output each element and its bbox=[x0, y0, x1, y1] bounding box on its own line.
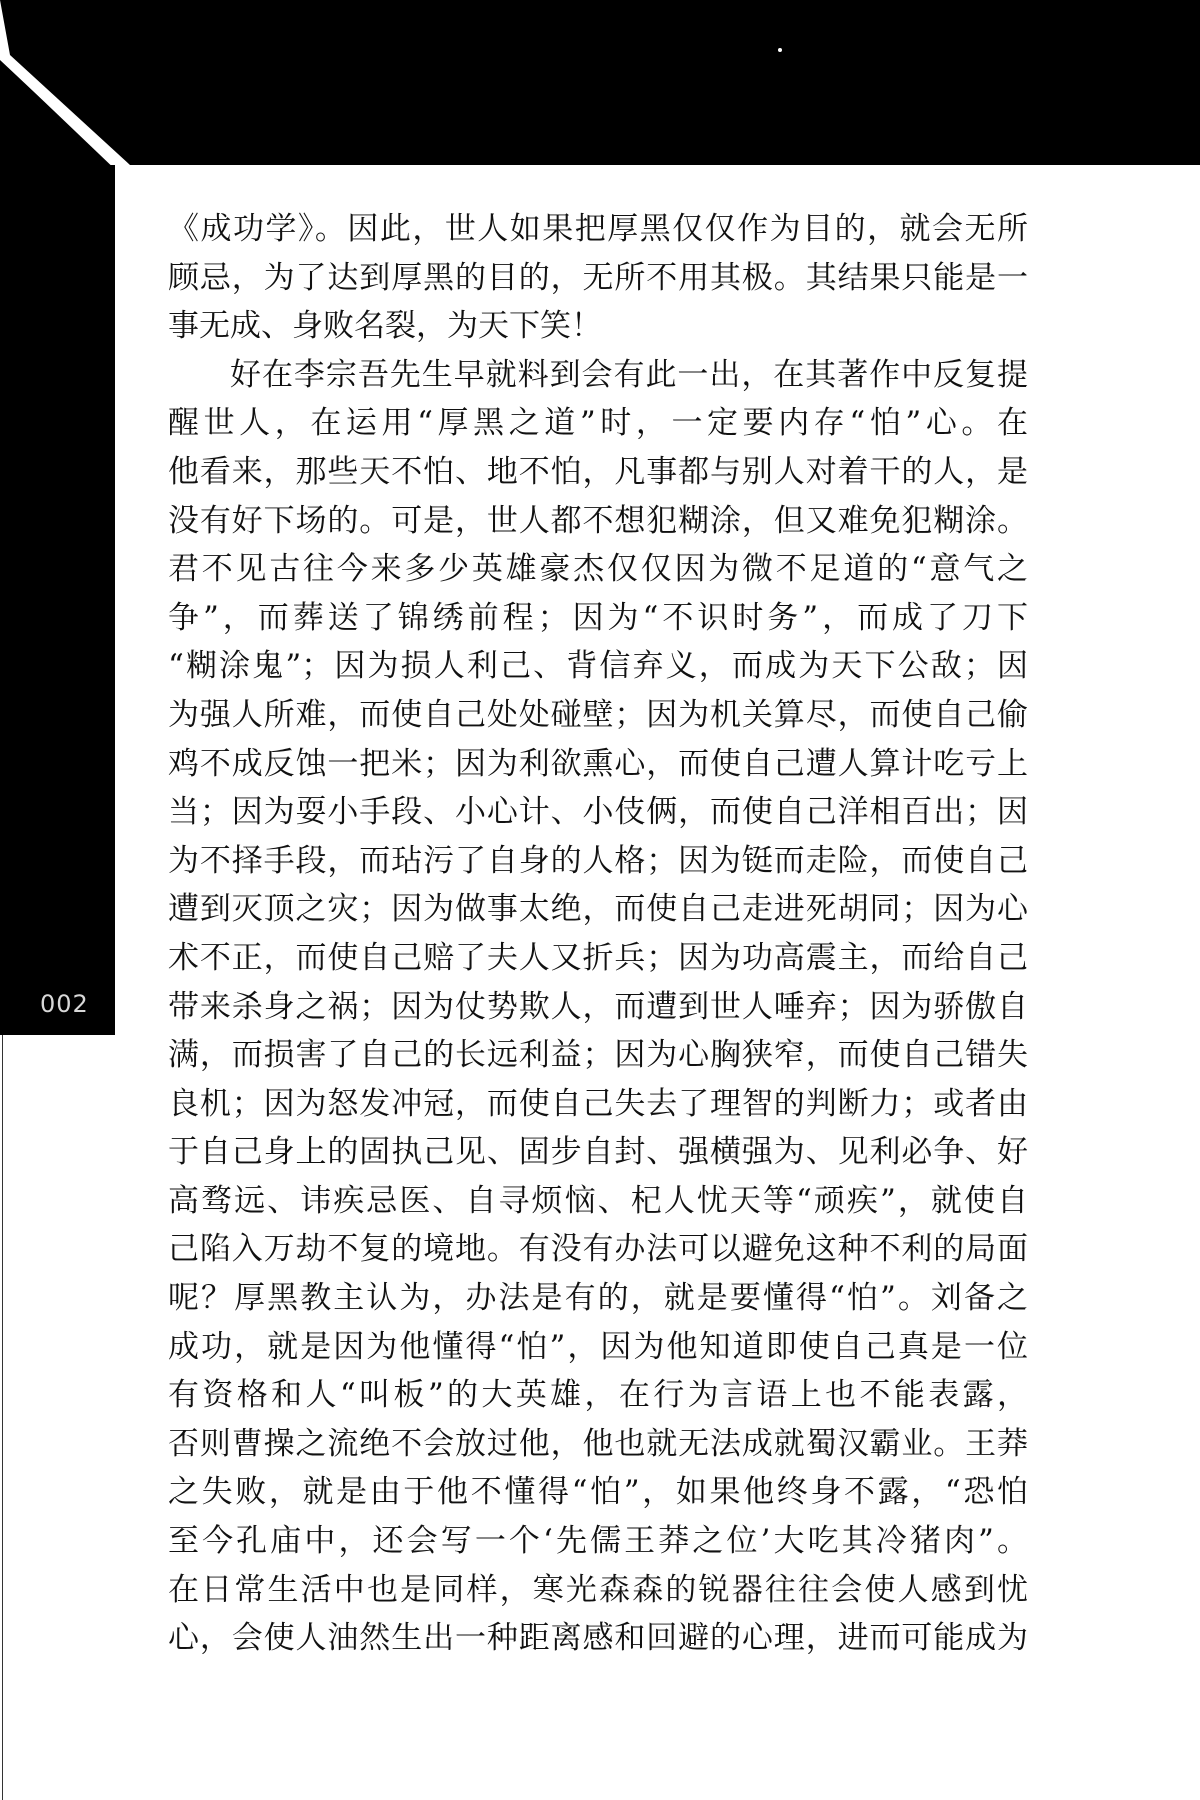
text-line: 于自己身上的固执己见、固步自封、强横强为、见利必争、好 bbox=[168, 1134, 1028, 1171]
page-number: 002 bbox=[40, 990, 89, 1018]
text-line: 术不正，而使自己赔了夫人又折兵；因为功高震主，而给自己 bbox=[168, 939, 1028, 976]
text-line: 至今孔庙中，还会写一个‘先儒王莽之位’大吃其冷猪肉”。 bbox=[168, 1523, 1028, 1560]
text-line: 有资格和人“叫板”的大英雄，在行为言语上也不能表露， bbox=[168, 1377, 1028, 1414]
text-line: 顾忌，为了达到厚黑的目的，无所不用其极。其结果只能是一 bbox=[168, 259, 1028, 296]
text-line: 他看来，那些天不怕、地不怕，凡事都与别人对着干的人，是 bbox=[168, 453, 1028, 490]
text-line: 醒世人，在运用“厚黑之道”时，一定要内存“怕”心。在 bbox=[168, 405, 1028, 442]
text-line: 否则曹操之流绝不会放过他，他也就无法成就蜀汉霸业。王莽 bbox=[168, 1425, 1028, 1462]
text-line: 带来杀身之祸；因为仗势欺人，而遭到世人唾弃；因为骄傲自 bbox=[168, 988, 1028, 1025]
text-line: “糊涂鬼”；因为损人利己、背信弃义，而成为天下公敌；因 bbox=[168, 648, 1028, 685]
text-line: 在日常生活中也是同样，寒光森森的锐器往往会使人感到忧 bbox=[168, 1571, 1028, 1608]
left-margin-black-band bbox=[0, 165, 115, 1035]
text-line: 良机；因为怒发冲冠，而使自己失去了理智的判断力；或者由 bbox=[168, 1085, 1028, 1122]
text-line: 君不见古往今来多少英雄豪杰仅仅因为微不足道的“意气之 bbox=[168, 551, 1028, 588]
text-line: 为不择手段，而玷污了自身的人格；因为铤而走险，而使自己 bbox=[168, 842, 1028, 879]
header-diagonal-decoration bbox=[0, 0, 1200, 165]
text-line: 成功，就是因为他懂得“怕”，因为他知道即使自己真是一位 bbox=[168, 1328, 1028, 1365]
text-line: 争”，而葬送了锦绣前程；因为“不识时务”，而成了刀下 bbox=[168, 599, 1028, 636]
text-line: 当；因为耍小手段、小心计、小伎俩，而使自己洋相百出；因 bbox=[168, 794, 1028, 831]
text-line: 事无成、身败名裂，为天下笑！ bbox=[168, 308, 602, 345]
text-line: 心，会使人油然生出一种距离感和回避的心理，进而可能成为 bbox=[168, 1620, 1028, 1657]
body-text bbox=[168, 205, 1028, 1663]
text-line: 好在李宗吾先生早就料到会有此一出，在其著作中反复提 bbox=[230, 356, 1028, 393]
text-line: 己陷入万劫不复的境地。有没有办法可以避免这种不利的局面 bbox=[168, 1231, 1028, 1268]
text-line: 为强人所难，而使自己处处碰壁；因为机关算尽，而使自己偷 bbox=[168, 696, 1028, 733]
text-line: 之失败，就是由于他不懂得“怕”，如果他终身不露，“恐怕 bbox=[168, 1474, 1028, 1511]
header-black-band bbox=[0, 0, 1200, 165]
text-line: 满，而损害了自己的长远利益；因为心胸狭窄，而使自己错失 bbox=[168, 1037, 1028, 1074]
text-line: 鸡不成反蚀一把米；因为利欲熏心，而使自己遭人算计吃亏上 bbox=[168, 745, 1028, 782]
text-line: 呢？厚黑教主认为，办法是有的，就是要懂得“怕”。刘备之 bbox=[168, 1280, 1028, 1317]
text-line: 没有好下场的。可是，世人都不想犯糊涂，但又难免犯糊涂。 bbox=[168, 502, 1028, 539]
text-line: 遭到灭顶之灾；因为做事太绝，而使自己走进死胡同；因为心 bbox=[168, 891, 1028, 928]
text-line: 高骛远、讳疾忌医、自寻烦恼、杞人忧天等“顽疾”，就使自 bbox=[168, 1182, 1028, 1219]
text-line: 《成功学》。因此，世人如果把厚黑仅仅作为目的，就会无所 bbox=[168, 211, 1028, 247]
left-edge-line bbox=[2, 1035, 3, 1800]
